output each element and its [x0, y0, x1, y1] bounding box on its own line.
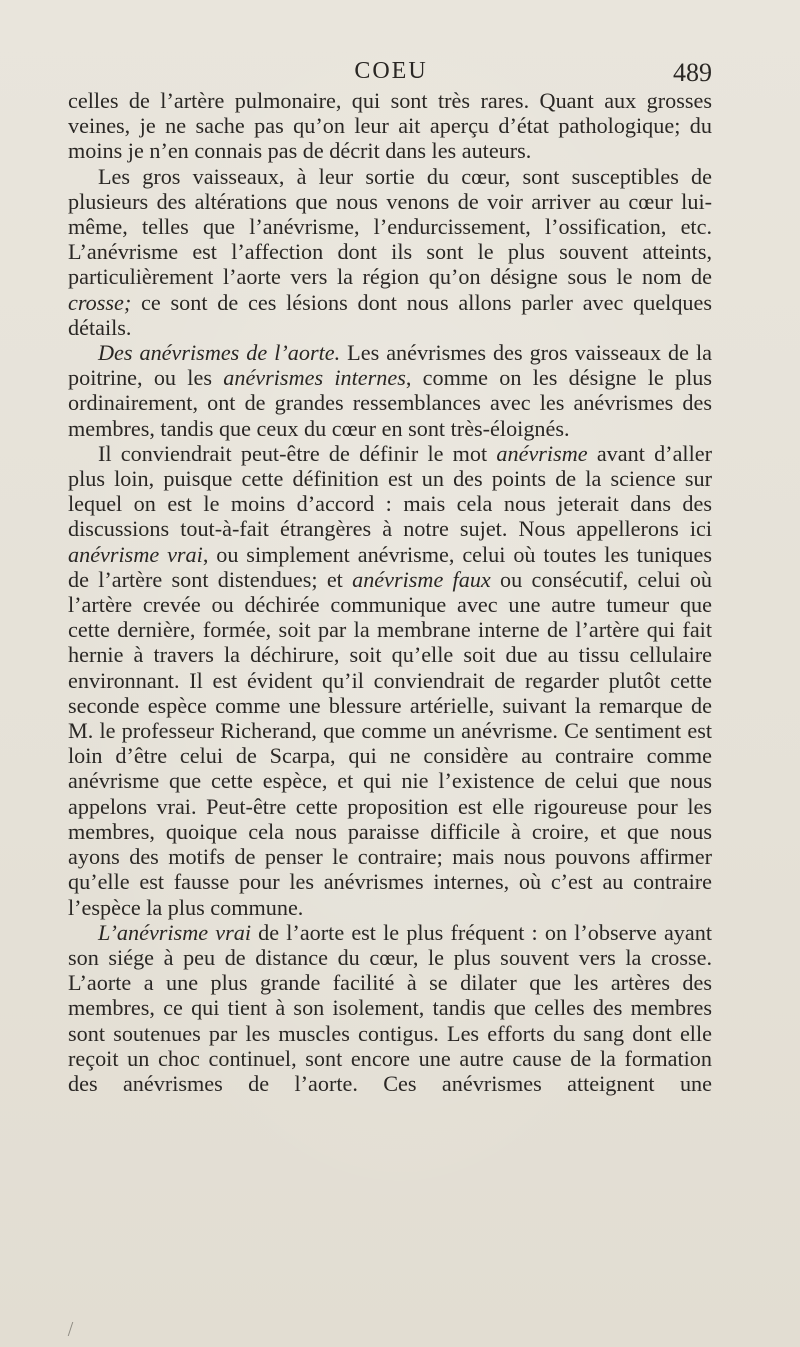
margin-mark [68, 1322, 80, 1336]
text-run: Il conviendrait peut-être de définir le mot [98, 440, 497, 466]
paragraph [68, 88, 712, 164]
text-run: de l’aorte est le plus fréquent : on l’observe ayant son siége à peu de distance du cœur, le plus souvent vers la crosse. L’aorte a une plus grande facilité à se dilater que les artères des membres, ce qui tient à son isolement, tandis que celles des membres sont soutenues par les muscles contigus. Les efforts du sang dont elle reçoit un choc continuel, sont encore une autre cause de la formation des anévrismes de l’aorte. Ces anévrismes atteignent une [68, 919, 712, 1096]
text-run: celles de l’artère pulmonaire, qui sont très rares. Quant aux grosses veines, je ne sache pas qu’on leur ait aperçu d’état pathologique; du moins je n’en connais pas de décrit dans les auteurs. [68, 88, 712, 164]
italic-term: L’anévrisme vrai [98, 919, 251, 945]
italic-term: anévrismes internes [223, 365, 406, 391]
page-number: 489 [673, 58, 712, 87]
page-header [0, 56, 800, 92]
text-run: , comme on les désigne le plus ordinairement, ont de grandes ressemblances avec les anévrismes des membres, tandis que ceux du cœur en sont très-éloignés. [68, 365, 712, 441]
paragraph [68, 920, 712, 1096]
text-run: Les gros vaisseaux, à leur sortie du cœur, sont susceptibles de plusieurs des altérations que nous venons de voir arriver au cœur lui-même, telles que l’anévrisme, l’endurcissement, l’ossification, etc. L’anévrisme est l’affection dont ils sont le plus souvent atteints, particulièrement l’aorte vers la région qu’on désigne sous le nom de [68, 163, 712, 290]
text-run: avant d’aller plus loin, puisque cette définition est un des points de la science sur lequel on est le moins d’accord : mais cela nous jeterait dans des discussions tout-à-fait étrangères à notre sujet. Nous appellerons ici [68, 440, 712, 542]
running-title: COEU [354, 58, 428, 84]
italic-term: anévrisme [496, 440, 588, 466]
text-run: , ou simplement anévrisme, celui où toutes les tuniques de l’artère sont distendues; et [68, 541, 712, 592]
text-run: Les anévrismes des gros vaisseaux de la poitrine, ou les [68, 340, 712, 391]
italic-term: anévrisme faux [352, 566, 491, 592]
section-heading: Des anévrismes de l’aorte. [98, 340, 341, 366]
paragraph [68, 441, 712, 920]
italic-term: crosse; [68, 289, 132, 315]
text-run: ce sont de ces lésions dont nous allons parler avec quelques détails. [68, 289, 712, 340]
body-text [68, 88, 712, 1096]
paragraph [68, 340, 712, 441]
text-run: ou consécutif, celui où l’artère crevée ou déchirée communique avec une autre tumeur que cette dernière, formée, soit par la membrane interne de l’artère qui fait hernie à travers la déchirure, soit qu’elle soit due au tissu cellulaire environnant. Il est évident qu’il conviendrait de regarder plutôt cette seconde espèce comme une blessure artérielle, suivant la remarque de M. le professeur Richerand, que comme un anévrisme. Ce sentiment est loin d’être celui de Scarpa, qui ne considère au contraire comme anévrisme que cette espèce, et qui nie l’existence de celui que nous appelons vrai. Peut-être cette proposition est elle rigoureuse pour les membres, quoique cela nous paraisse difficile à croire, et que nous ayons des motifs de penser le contraire; mais nous pouvons affirmer qu’elle est fausse pour les anévrismes internes, où c’est au contraire l’espèce la plus commune. [68, 566, 713, 920]
italic-term: anévrisme vrai [68, 541, 203, 567]
paragraph [68, 164, 712, 340]
